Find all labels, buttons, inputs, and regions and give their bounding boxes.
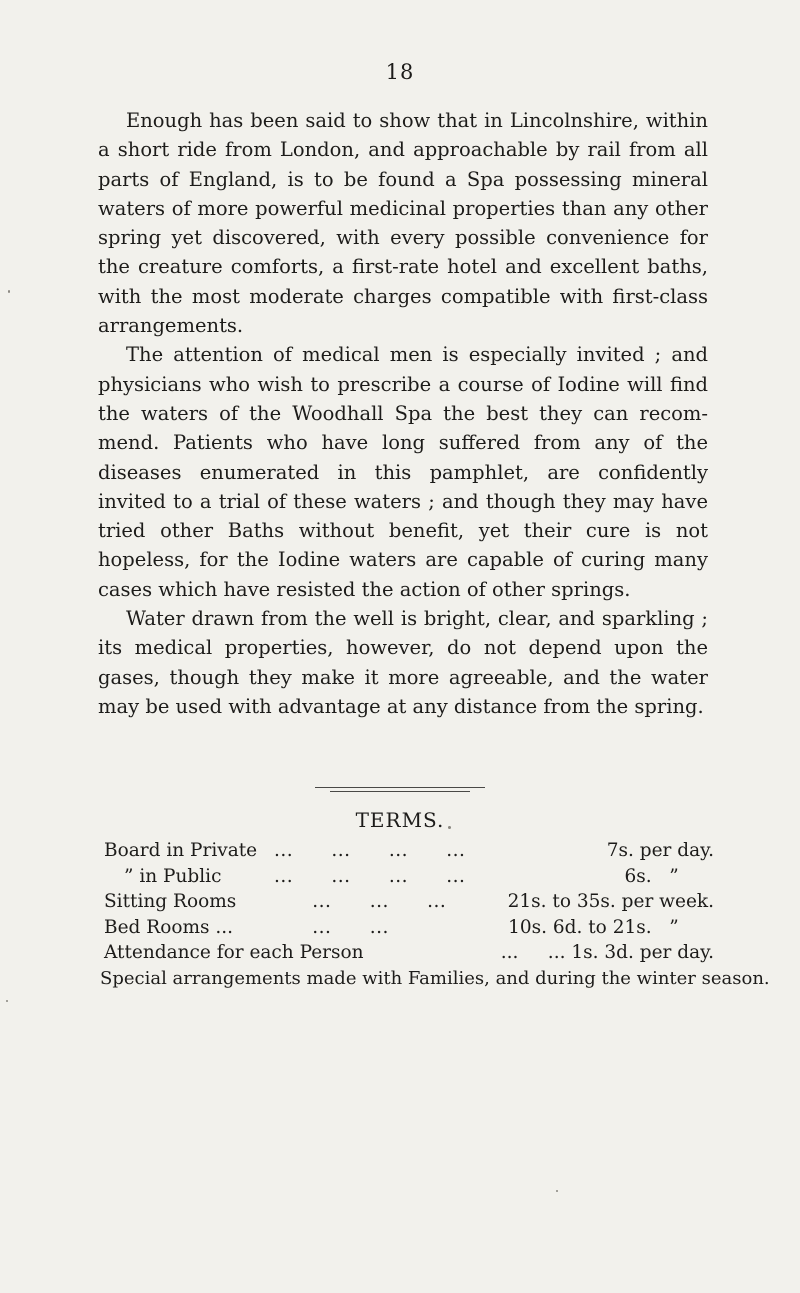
terms-price: 6s. ” <box>624 865 714 887</box>
section-divider-underline <box>330 791 470 792</box>
terms-leader-dots: ... ... ... <box>274 891 447 912</box>
page-number: 18 <box>385 60 415 84</box>
terms-label: Board in Private <box>104 840 258 861</box>
terms-price: ... ... 1s. 3d. per day. <box>500 942 714 963</box>
paper-speck <box>448 826 451 829</box>
terms-label: Bed Rooms ... <box>104 916 234 938</box>
terms-label: Attendance for each Person <box>104 942 364 963</box>
terms-price: 7s. per day. <box>606 840 714 861</box>
terms-leader-dots: ... ... ... ... <box>274 840 466 861</box>
terms-label: Sitting Rooms <box>104 891 237 912</box>
body-text <box>98 106 708 721</box>
footnote: Special arrangements made with Families, and during the winter season. <box>100 968 770 989</box>
terms-leader-dots: ... ... <box>274 916 389 938</box>
terms-row <box>104 940 714 966</box>
paragraph: The attention of medical men is especially invited ; and physicians who wish to prescribe a course of Iodine will find the waters of the Woodhall Spa the best they can recommend. Patients who have long suffered from any of the diseases enumerated in this pamphlet, are confidently invited to a trial of these waters ; and though they may have tried other Baths without benefit, yet their cure is not hopeless, for the Iodine waters are capable of curing many cases which have resisted the action of other springs. <box>98 343 708 601</box>
paper-speck <box>6 1000 8 1002</box>
terms-table <box>104 838 714 966</box>
paper-speck <box>8 290 10 293</box>
terms-price: 21s. to 35s. per week. <box>507 891 714 912</box>
paragraph: Water drawn from the well is bright, clear, and sparkling ; its medical properties, however, do not depend upon the gases, though they make it more agreeable, and the water may be used with advantage at any distance from the spring. <box>98 607 708 718</box>
terms-row <box>104 838 714 864</box>
paragraph: Enough has been said to show that in Lincolnshire, within a short ride from London, and approachable by rail from all parts of England, is to be found a Spa possessing mineral waters of more powerful medicinal properties than any other spring yet discovered, with every possible convenience for the creature comforts, a first-rate hotel and excellent baths, with the most moderate charges compatible with first-class arrangements. <box>98 109 708 338</box>
terms-leader-dots: ... ... ... ... <box>274 865 466 887</box>
terms-row <box>104 889 714 915</box>
paper-speck <box>556 1190 558 1192</box>
section-divider <box>315 787 485 788</box>
terms-row <box>104 864 714 890</box>
terms-label: ” in Public <box>124 865 222 887</box>
terms-heading: TERMS. <box>355 808 445 832</box>
terms-row <box>104 915 714 941</box>
terms-price: 10s. 6d. to 21s. ” <box>508 916 714 938</box>
